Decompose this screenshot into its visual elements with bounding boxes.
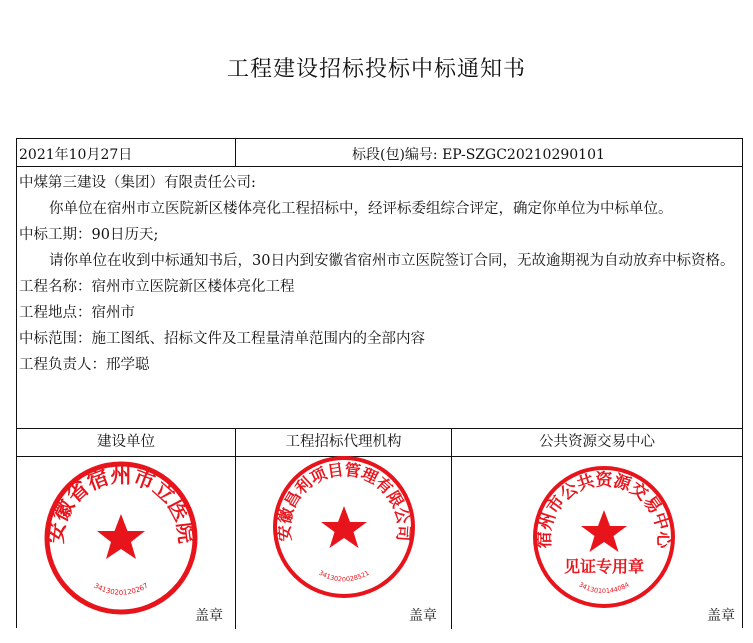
svg-text:3413010144084 <box>577 581 630 596</box>
header-agency: 工程招标代理机构 <box>285 434 402 450</box>
seal1-number: 3413020120267 <box>92 581 150 597</box>
seal-label-1: 盖章 <box>195 608 223 624</box>
award-paragraph: 你单位在宿州市立医院新区楼体亮化工程招标中，经评标委组综合评定，确定你单位为中标单位。 <box>49 201 673 217</box>
seal1-arc-text: 安徽省宿州市立医院 <box>43 463 199 545</box>
divider <box>235 456 236 629</box>
section-code: 标段(包)编号: EP-SZGC20210290101 <box>352 147 605 163</box>
seal3-number: 3413010144084 <box>577 580 631 596</box>
seal3-bottom-text: 见证专用章 <box>563 557 645 576</box>
award-scope: 中标范围：施工图纸、招标文件及工程量清单范围内的全部内容 <box>19 331 425 347</box>
recipient: 中煤第三建设（集团）有限责任公司: <box>19 175 256 191</box>
seal-agency <box>269 452 419 602</box>
header-trading-center: 公共资源交易中心 <box>539 434 655 450</box>
header-divider <box>235 139 236 166</box>
seal2-arc-text: 安徽昌利项目管理有限公司 <box>274 459 414 542</box>
project-name: 工程名称：宿州市立医院新区楼体亮化工程 <box>19 279 295 295</box>
seal2-number: 3413020028521 <box>317 568 371 584</box>
seal-label-2: 盖章 <box>409 608 437 624</box>
project-manager: 工程负责人：邢学聪 <box>19 357 150 373</box>
svg-text:3413020028521 <box>317 569 370 584</box>
header-construction-unit: 建设单位 <box>97 434 155 450</box>
svg-text:3413020120267 <box>92 582 149 597</box>
seal-construction-unit <box>41 458 201 618</box>
project-location: 工程地点：宿州市 <box>19 305 135 321</box>
divider <box>451 456 452 629</box>
header-row <box>17 139 742 167</box>
document-title: 工程建设招标投标中标通知书 <box>226 57 526 82</box>
contract-paragraph: 请你单位在收到中标通知书后，30日内到安徽省宿州市立医院签订合同，无故逾期视为自动放弃中标资格。 <box>49 253 735 269</box>
notice-table <box>16 138 743 628</box>
duration: 中标工期：90日历天; <box>19 227 159 243</box>
seal-trading-center <box>529 462 679 612</box>
issue-date: 2021年10月27日 <box>19 147 133 163</box>
seal3-arc-text: 宿州市公共资源交易中心 <box>534 470 674 549</box>
notice-body <box>19 170 741 378</box>
seal-label-3: 盖章 <box>707 608 735 624</box>
seal-row <box>17 456 742 629</box>
